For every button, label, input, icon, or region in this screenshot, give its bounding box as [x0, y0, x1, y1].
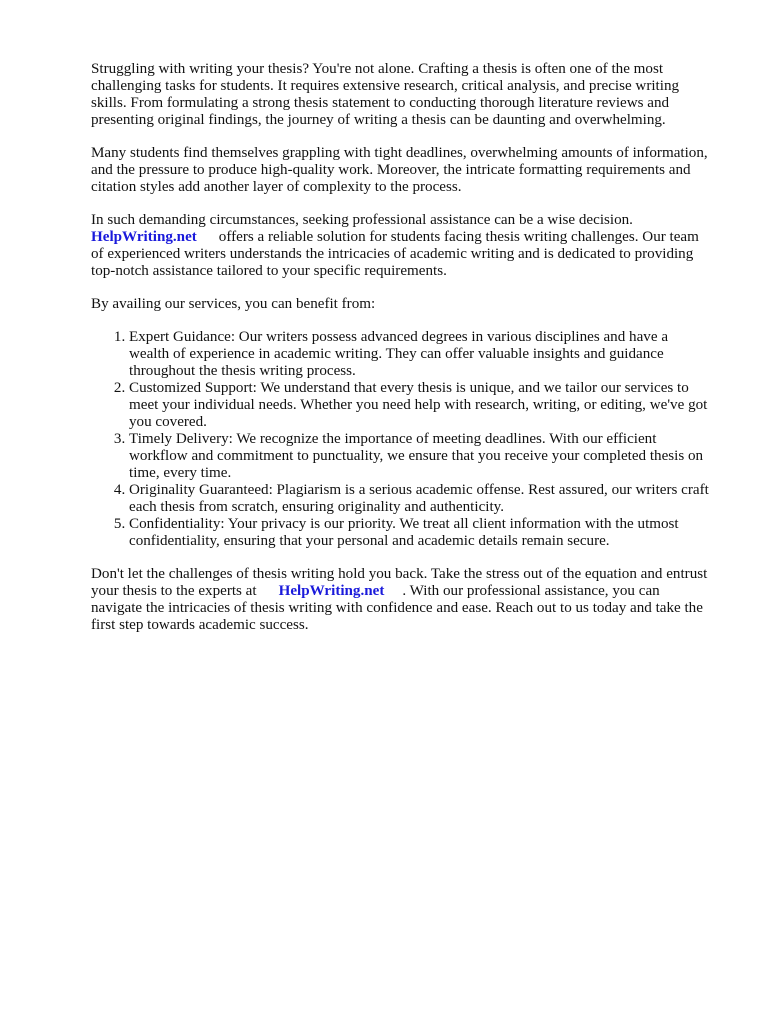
assistance-text-after: offers a reliable solution for students facing thesis writing challenges. Our team of experienced writers understands the intricacies of academic writing and is dedicated to providing top-notch assistance tailored to your specific requirements.: [91, 229, 699, 279]
closing-text-after: . With our professional assistance, you can navigate the intricacies of thesis writing with confidence and ease. Reach out to us today and take the first step towards academic success.: [91, 583, 703, 633]
helpwriting-link-2[interactable]: HelpWriting.net: [278, 583, 385, 599]
assistance-text-before: In such demanding circumstances, seeking professional assistance can be a wise decision.: [91, 212, 633, 228]
closing-paragraph: [91, 566, 711, 634]
list-item: 5. Confidentiality: Your privacy is our priority. We treat all client information with the utmost confidentiality, ensuring that your personal and academic details remain secure.: [129, 516, 711, 550]
challenges-paragraph: Many students find themselves grappling with tight deadlines, overwhelming amounts of information, and the pressure to produce high-quality work. Moreover, the intricate formatting requirements and citation styles add another layer of complexity to the process.: [91, 145, 708, 195]
list-item: 2. Customized Support: We understand that every thesis is unique, and we tailor our services to meet your individual needs. Whether you need help with research, writing, or editing, we've got you covered.: [129, 380, 711, 431]
document-body: [91, 61, 711, 650]
benefits-intro: By availing our services, you can benefit from:: [91, 296, 376, 312]
closing-text-before: Don't let the challenges of thesis writing hold you back. Take the stress out of the equation and entrust your thesis to the experts at: [91, 566, 708, 599]
list-item: 4. Originality Guaranteed: Plagiarism is a serious academic offense. Rest assured, our writers craft each thesis from scratch, ensuring originality and authenticity.: [129, 482, 711, 516]
benefits-list: [91, 329, 711, 550]
list-item: 3. Timely Delivery: We recognize the importance of meeting deadlines. With our efficient workflow and commitment to punctuality, we ensure that you receive your completed thesis on time, every time.: [129, 431, 711, 482]
intro-paragraph: Struggling with writing your thesis? You're not alone. Crafting a thesis is often one of the most challenging tasks for students. It requires extensive research, critical analysis, and precise writing skills. From formulating a strong thesis statement to conducting thorough literature reviews and presenting original findings, the journey of writing a thesis can be daunting and overwhelming.: [91, 61, 680, 128]
helpwriting-link-1[interactable]: HelpWriting.net: [91, 229, 197, 245]
assistance-paragraph: [91, 212, 711, 280]
list-item: 1. Expert Guidance: Our writers possess advanced degrees in various disciplines and have a wealth of experience in academic writing. They can offer valuable insights and guidance throughout the thesis writing process.: [129, 329, 711, 380]
